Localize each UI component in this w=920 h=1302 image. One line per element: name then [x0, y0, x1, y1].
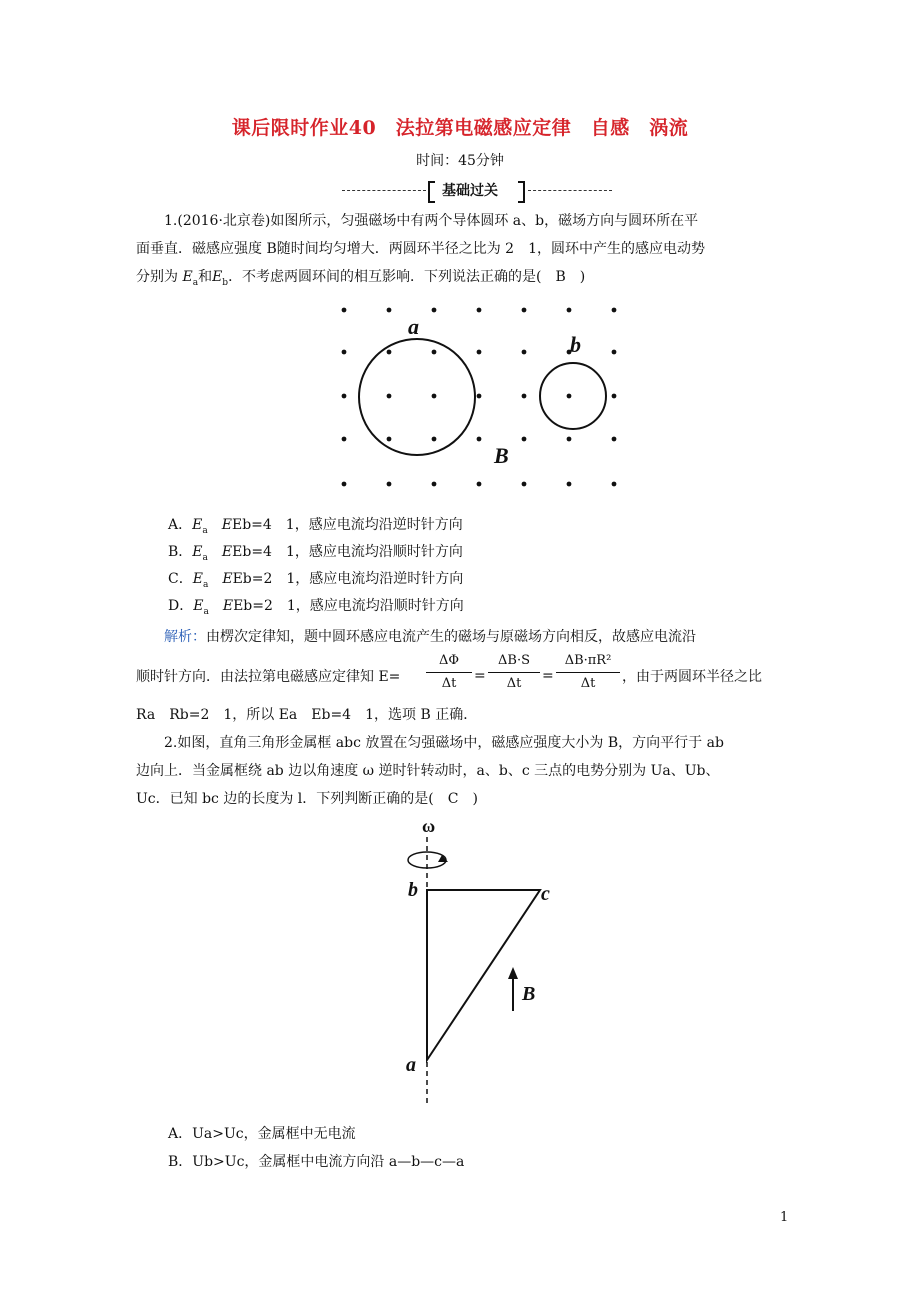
- q2-stem-line1: 2.如图，直角三角形金属框 abc 放置在匀强磁场中，磁感应强度大小为 B，方向平行于 ab: [164, 735, 724, 751]
- fraction-bs: ΔB·S Δt: [488, 652, 540, 693]
- q1-analysis-line2-end: ，由于两圆环半径之比: [622, 669, 762, 685]
- q1-stem-line1: 1.(2016·北京卷)如图所示，匀强磁场中有两个导体圆环 a、b，磁场方向与圆环所在平: [164, 213, 699, 229]
- page-number: 1: [780, 1210, 789, 1225]
- q1-option-b[interactable]: B．$E_a$ EEb=4 1，感应电流均沿顺时针方向: [168, 544, 463, 563]
- q1-option-a[interactable]: A．$E_a$ EEb=4 1，感应电流均沿逆时针方向: [168, 517, 463, 536]
- bracket-right: [518, 181, 525, 203]
- section-label: 基础过关: [442, 183, 498, 199]
- q1-stem-line3: 分别为 $E_a$和$E_b$．不考虑两圆环间的相互影响．下列说法正确的是( B ): [136, 269, 586, 288]
- ring-a: [359, 339, 475, 455]
- ring-b: [540, 363, 606, 429]
- q1-analysis-line1: 解析：由楞次定律知，题中圆环感应电流产生的磁场与原磁场方向相反，故感应电流沿: [164, 629, 696, 645]
- label-b: b: [408, 879, 418, 901]
- fraction-bpr: ΔB·πR² Δt: [556, 652, 620, 693]
- section-header: [342, 180, 612, 202]
- q1-analysis-line2-start: 顺时针方向．由法拉第电磁感应定律知 E=: [136, 669, 401, 685]
- label-a: a: [406, 1054, 416, 1076]
- equals-sign: =: [474, 668, 486, 684]
- q1-option-c[interactable]: C．$E_a$ EEb=2 1，感应电流均沿逆时针方向: [168, 571, 464, 590]
- q2-option-a[interactable]: A．Ua>Uc，金属框中无电流: [168, 1126, 356, 1142]
- fraction-flux: ΔΦ Δt: [426, 652, 472, 693]
- field-arrowhead: [508, 967, 518, 979]
- q1-figure: [330, 300, 630, 490]
- q1-analysis-line3: Ra Rb=2 1，所以 Ea Eb=4 1，选项 B 正确．: [136, 707, 478, 723]
- label-B: B: [494, 443, 509, 468]
- time-limit: 时间：45分钟: [416, 153, 504, 169]
- q2-stem-line3: Uc．已知 bc 边的长度为 l．下列判断正确的是( C ): [136, 791, 478, 807]
- label-a: a: [408, 314, 419, 339]
- analysis-label: 解析：: [164, 629, 206, 645]
- q2-option-b[interactable]: B．Ub>Uc，金属框中电流方向沿 a—b—c—a: [168, 1154, 465, 1170]
- omega-label: ω: [422, 816, 436, 836]
- triangle-frame: [427, 890, 540, 1060]
- label-b: b: [570, 332, 581, 357]
- label-B: B: [522, 983, 536, 1005]
- q2-figure: [400, 815, 580, 1115]
- q2-stem-line2: 边向上．当金属框绕 ab 边以角速度 ω 逆时针转动时，a、b、c 三点的电势分别为 Ua、Ub、: [136, 763, 720, 779]
- equals-sign-2: =: [542, 668, 554, 684]
- q1-option-d[interactable]: D．$E_a$ EEb=2 1，感应电流均沿顺时针方向: [168, 598, 464, 617]
- section-divider-left: [342, 190, 426, 191]
- q1-stem-line2: 面垂直．磁感应强度 B随时间均匀增大．两圆环半径之比为 2 1，圆环中产生的感应电动势: [136, 241, 706, 257]
- section-divider-right: [528, 190, 612, 191]
- page-title: 课后限时作业40 法拉第电磁感应定律 自感 涡流: [231, 117, 689, 139]
- label-c: c: [541, 883, 550, 905]
